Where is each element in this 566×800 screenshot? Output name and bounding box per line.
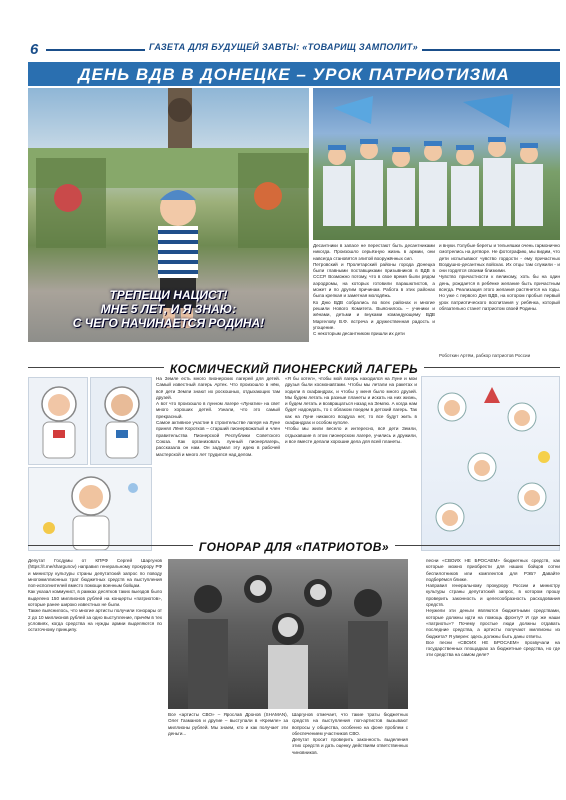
overlay-line-2: МНЕ 5 ЛЕТ, И Я ЗНАЮ: [100,302,237,316]
photo-child-astronaut-1 [28,377,88,465]
article-honorarium-paragraph: Как указал коммунист, в рамках десятков таких выездов было выделено 150 миллионов рублей на концерты «патриотов», которые ранее широко известных не были. [28,589,162,608]
article-honorarium-paragraph: Все песни «СВОИХ НЕ БРОСАЕМ» прозвучали на государственных площадках за бюджетные средства, но где эти средства на самом деле? [426,639,560,658]
article-honorarium-paragraph: Направил генеральному прокурору России и министру культуры страны депутатский запрос, в котором прошу проверить законность и целесообразность расходования средств. [426,583,560,608]
photo-caption-overlay [28,288,309,330]
article-vdv-paragraph: и внуки. Голубые береты и тельняшки очень гармонично смотрелись на детворе. Не фотографию, мы видим, что дети испытывают чувство гордости - ему причастных Воздушно-десантных войсках. Их отцы там служили - и они гордятся своими близкими. [439,243,560,274]
headline-honorarium-text: ГОНОРАР ДЛЯ «ПАТРИОТОВ» [193,540,395,554]
article-honorarium-paragraph: Шаргунов отмечает, что такие траты бюджетных средств на выступления поп-артистов вызывают вопросы у общества, особенно на фоне проблем с обеспечением участников СВО. [292,712,408,736]
article-space-paragraph: «Я бы хотел», чтобы мой лагерь находился на Луне и мои друзья были космонавтами. Чтобы мы летали на ракетах и ходили в скафандрах, и чтобы у меня было много друзей. Мы будем летать на разные планеты и искать на них жизнь, и будем летать и возвращаться назад на Землю. А когда нам будет надоедать, то с облаком поедем в детский лагерь. Так как на Луне никакого воздуха нет, то все будут жить в скафандрах и особом куполе. [285,376,417,426]
article-vdv-paragraph: С некоторым десантником пришли их дети [313,331,405,337]
article-honorarium-caption-col [168,712,288,788]
photo-child-astronaut-3 [28,467,152,551]
article-vdv-col-2 [439,243,560,351]
article-vdv-paragraph: Десантники в запасе не перестают быть десантниками никогда. Произошло серьёзную жизнь в армии, они навсегда становятся элитой вооружённых сил. [313,243,435,261]
page-header [30,43,560,59]
astronaut-icon [29,378,88,465]
headline-vdv: ДЕНЬ ВДВ В ДОНЕЦКЕ – УРОК ПАТРИОТИЗМА [78,65,510,84]
article-vdv-col-1 [313,243,435,361]
article-honorarium-col-1 [28,558,162,788]
newspaper-title: ГАЗЕТА ДЛЯ БУДУЩЕЙ ЗАВТЫ: «ТОВАРИЩ ЗАМПОЛИТ» [145,42,422,52]
article-honorarium-paragraph: Также выяснилось, что многие артисты получили гонорары от 2 до 10 миллионов рублей за одно выступление, причём в тех условиях, когда средства на нужды армии выделяются по остаточному принципу. [28,608,162,633]
article-space-col-1 [156,376,280,552]
article-honorarium-col-2 [292,712,408,788]
headline-space-camp [28,362,560,376]
article-honorarium-paragraph: песни «СВОИХ НЕ БРОСАЕМ» бюджетных средств, как которые можно приобрести для наших бойцов сотни беспилотников или комплектов для РЭБ? Давайте подберёмся ближе. [426,558,560,582]
article-honorarium-paragraph: Депутат Госдумы от КПРФ Сергей Шаргунов (https://t.me/shargunov) направил генеральному прокурору РФ и министру культуры страны депутатский запрос по поводу многомиллионных трат бюджетных средств на выступления поп-исполнителей вместо помощи военным бойцам. [28,558,162,589]
photo-concert-illustration [168,559,408,709]
article-space-paragraph: А вот что произошло в лунном лагере «Лунатик» на свет много хороших детей. Узнали, что это самый прекрасный. [156,401,280,419]
overlay-line-1: ТРЕПЕЩИ НАЦИСТ! [109,288,228,302]
article-space-paragraph: Чтобы мы жили весело и интересно, всё дети Земли, отдыхавшие в этом пионерском лагере, учились и дружили, и все вместе делали хорошие дела для всей планеты. [285,426,417,444]
page-number: 6 [30,41,39,58]
photo-concert-historical [168,559,408,709]
photo-caption: Все «артисты СВО» – Ярослав Дронов (SHAMAN), Олег Газманов и другие – выступали в «Кремле» за миллионы рублей. Мы знаем, кто и как получает эти деньги... [168,712,288,736]
article-vdv-signature: Роботкин Артём, рабкор патриотов России [439,353,531,358]
photo-child-astronaut-2 [90,377,152,465]
headline-banner [28,62,560,86]
photo-veterans-group [313,88,560,240]
article-honorarium-paragraph: Неужели эти деньги являются бюджетными средствами, которые должны идти на помощь фронту? И где же наши «патриоты»? Почему простые люди должны отдавать последние средства, а артисты получают миллионы из бюджета? Я уверен: здесь должны быть даны ответы. [426,608,560,639]
article-vdv-paragraph: Чувство причастности к великому, хоть бы на один день, рождается в ребёнке желание быть причастным всегда. Реализация этого желания растянется на годы. Но уже с первого Дня ВДВ, на котором пробыл первый урок патриотического воспитания у ребёнка, который обязательно станет патриотом своей Родины. [439,274,560,311]
photo-veterans-illustration [313,88,560,240]
headline-space-camp-text: КОСМИЧЕСКИЙ ПИОНЕРСКИЙ ЛАГЕРЬ [164,362,424,376]
article-honorarium-col-3 [426,558,560,788]
article-space-col-2 [285,376,417,552]
article-space-paragraph: На Земле есть много пионерских лагерей для детей. Самый известный лагерь Артек. Что произошло в нём, всё дети Земли знают их роскошных, отдыхающих там друзей. [156,376,280,400]
article-vdv-paragraph: Ко Дню ВДВ собрались во всех районах и многие решили Нового Комитета. Выяснилось – ученики и жёнами, детьми и внуками командующему ВДВ Маргелову В.Ф. встреча и дружественная радость и угощение. [313,299,435,330]
article-honorarium-paragraph: Депутат просит проверить законность выделения этих средств и дать оценку действиям ответственных чиновников. [292,737,408,755]
astronaut-icon [29,468,152,551]
illustration-space-camp [421,376,560,551]
astronaut-icon [91,378,152,465]
cartoon-astronauts-illustration [422,377,560,551]
overlay-line-3: С ЧЕГО НАЧИНАЕТСЯ РОДИНА! [72,316,265,330]
article-space-paragraph: Самое активное участие в строительстве лагеря на Луне принял Лёня Коротков – старший пионервожатый и член правительства Пионерской Республики Советского Союза. Как организовать лунный пионерлагерь, рассказала он нам. Он задумал эту идею в рабочей мастерской и много лет трудился над делом. [156,420,280,457]
article-vdv-paragraph: Петровский и Пролетарский районы города Донецка были главными поставщиками призывников в ВДВ в СССР. Возможно потому, что в свое время были рядом аэродромы, на которых готовили парашютистов, а может и по другим причинам. Работа в этих районах была крепкая и заметная молодёжь. [313,261,435,299]
headline-honorarium [28,540,560,554]
